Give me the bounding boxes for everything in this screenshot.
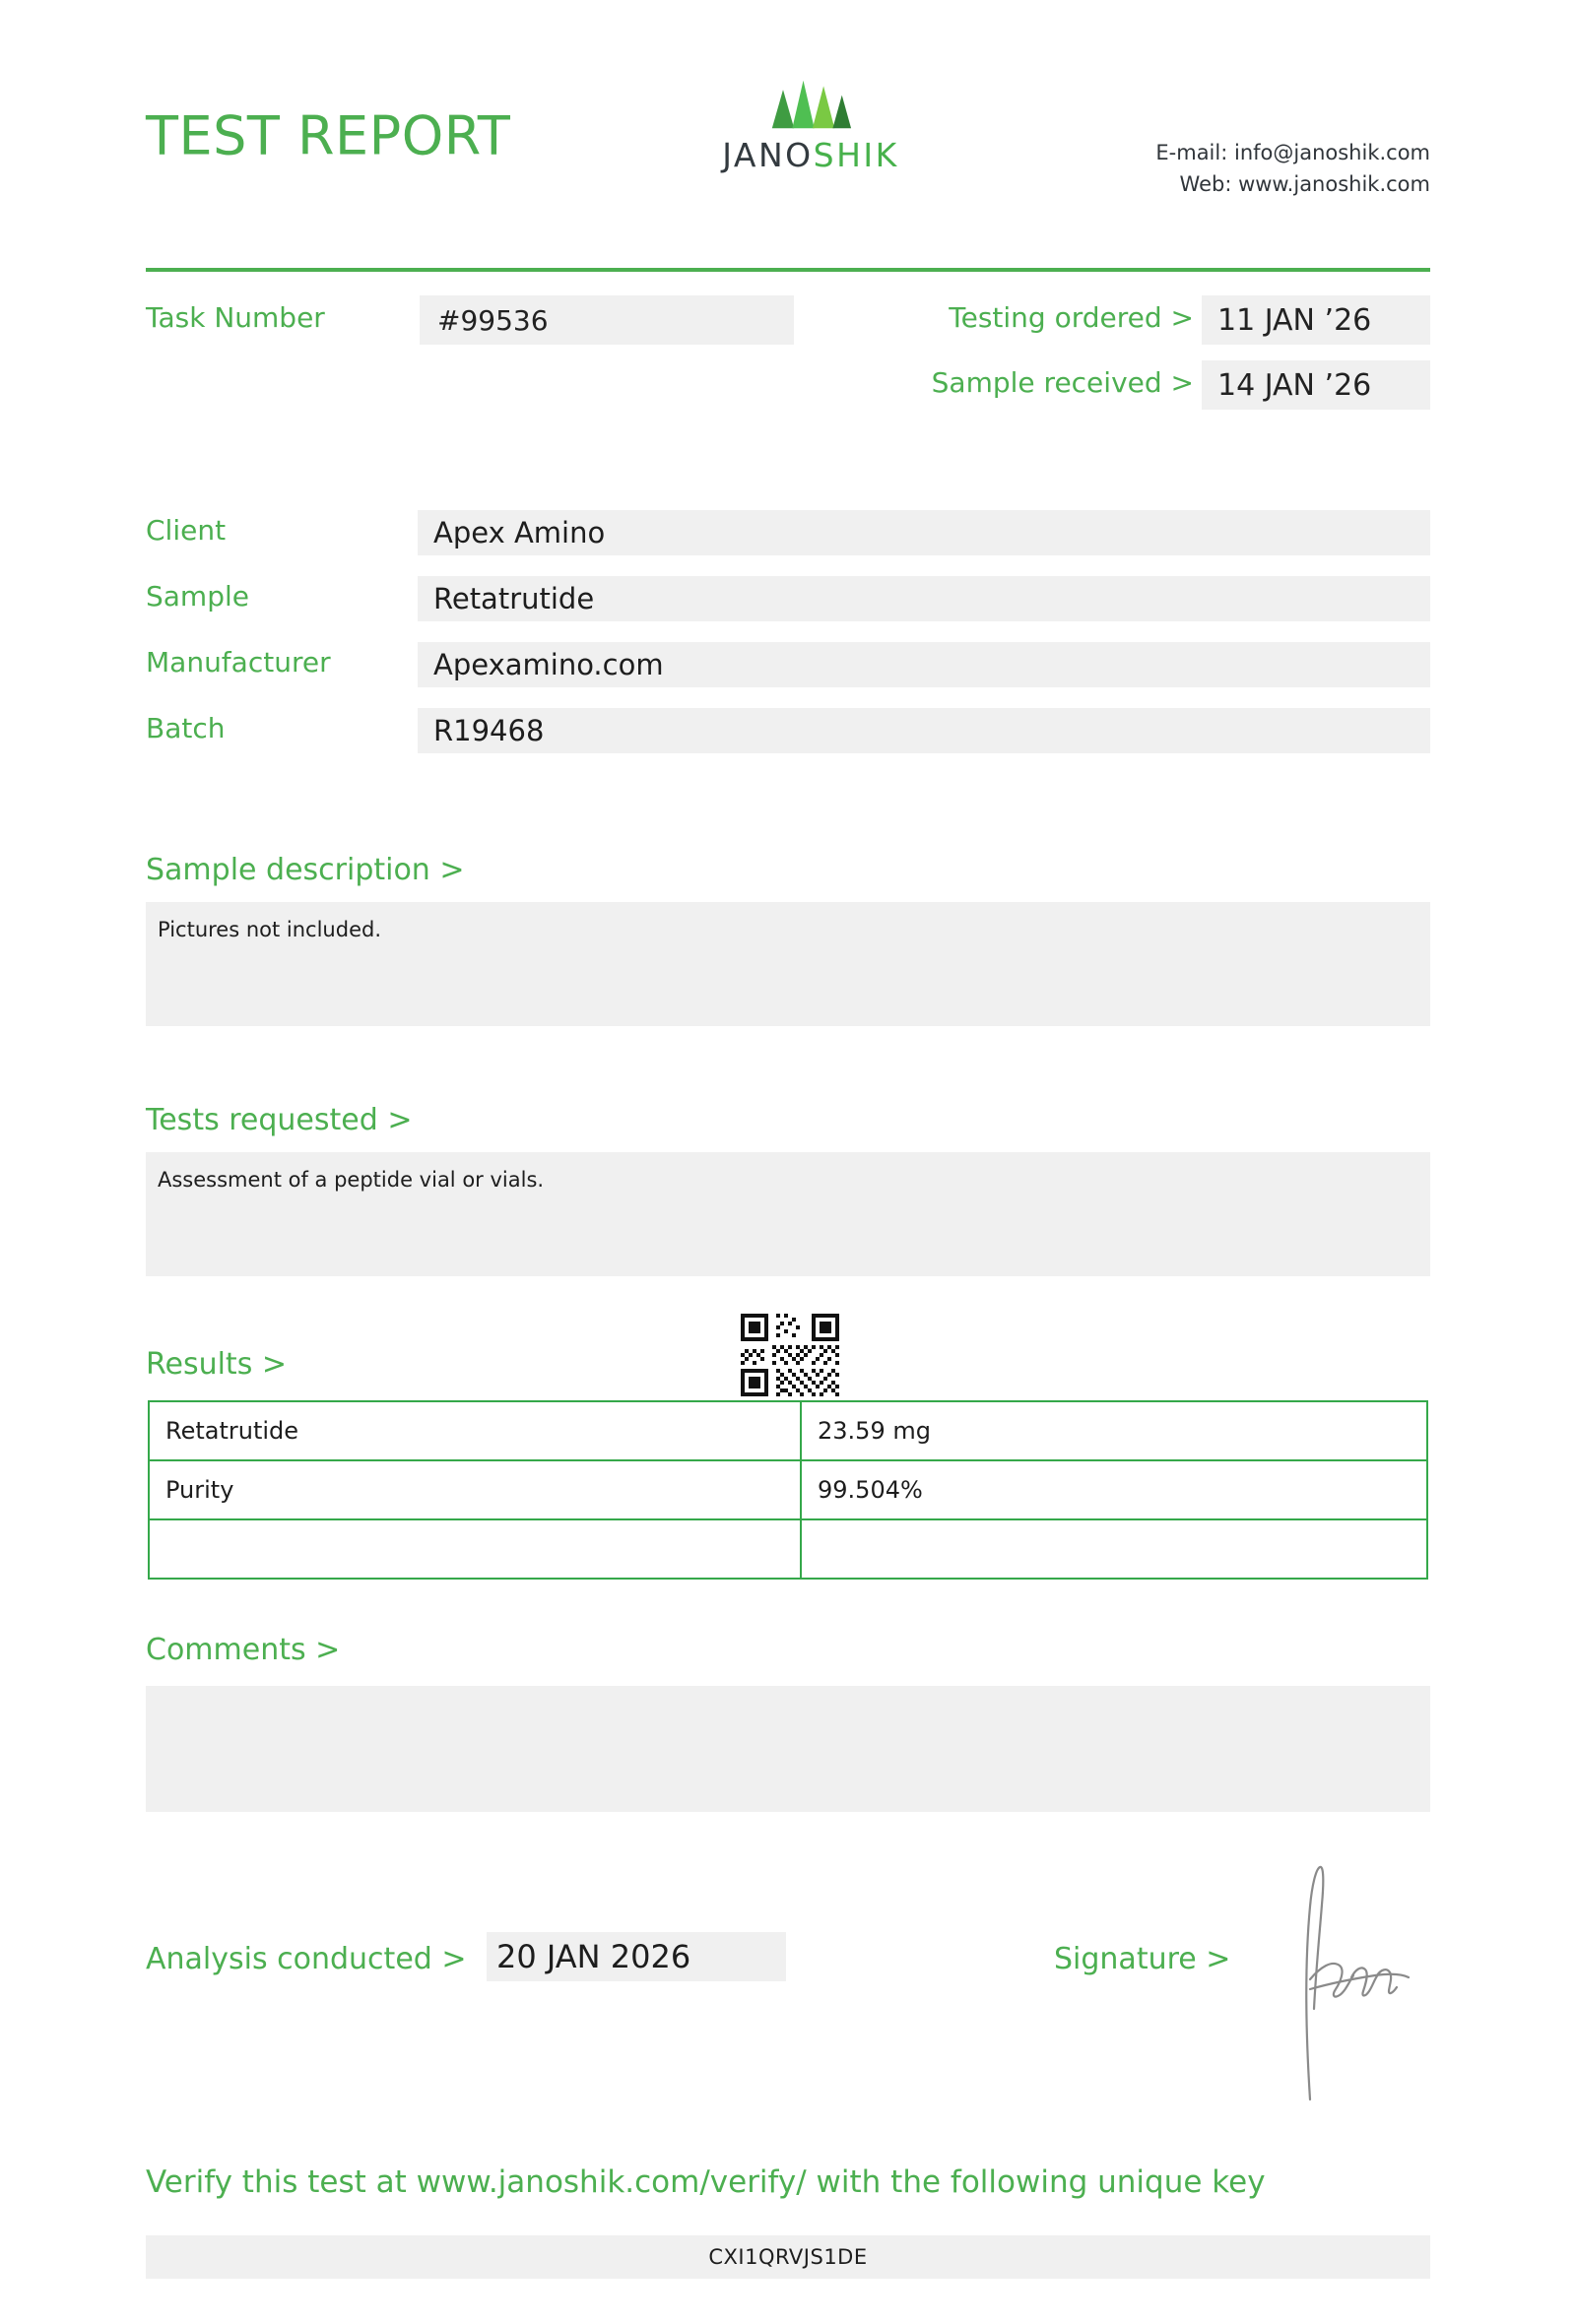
sample-description-text: Pictures not included. xyxy=(158,918,381,941)
result-name-2 xyxy=(149,1519,801,1579)
logo-text-green: SHIK xyxy=(813,136,899,174)
info-label-client: Client xyxy=(146,514,227,547)
janoshik-logo xyxy=(683,77,939,174)
info-row-sample xyxy=(146,576,1430,621)
signature-label: Signature > xyxy=(1054,1942,1231,1976)
table-row xyxy=(149,1401,1427,1460)
info-row-batch xyxy=(146,708,1430,753)
tests-requested-text: Assessment of a peptide vial or vials. xyxy=(158,1168,545,1192)
testing-ordered-label: Testing ordered > xyxy=(949,301,1194,334)
testing-ordered-value: 11 JAN ’26 xyxy=(1202,295,1430,345)
info-row-manufacturer xyxy=(146,642,1430,687)
info-label-batch: Batch xyxy=(146,712,226,744)
verify-text: Verify this test at www.janoshik.com/verify/ with the following unique key xyxy=(146,2164,1266,2200)
result-name-0: Retatrutide xyxy=(149,1401,801,1460)
result-value-1: 99.504% xyxy=(801,1460,1427,1519)
results-table xyxy=(148,1400,1428,1580)
result-name-1: Purity xyxy=(149,1460,801,1519)
sample-received-value: 14 JAN ’26 xyxy=(1202,360,1430,410)
result-value-2 xyxy=(801,1519,1427,1579)
tests-requested-box xyxy=(146,1152,1430,1276)
qr-code xyxy=(737,1310,843,1400)
info-label-manufacturer: Manufacturer xyxy=(146,646,331,678)
signature-image xyxy=(1280,1861,1418,2107)
header-divider xyxy=(146,268,1430,272)
qr-code-image xyxy=(737,1310,843,1400)
sample-received-row xyxy=(780,360,1430,410)
info-label-sample: Sample xyxy=(146,580,249,613)
analysis-conducted-date: 20 JAN 2026 xyxy=(487,1932,786,1981)
table-row xyxy=(149,1519,1427,1579)
info-value-client: Apex Amino xyxy=(418,510,1430,555)
sample-description-title: Sample description > xyxy=(146,853,465,887)
report-header xyxy=(146,0,1430,197)
logo-wordmark xyxy=(683,136,939,174)
table-row xyxy=(149,1460,1427,1519)
analysis-conducted-label: Analysis conducted > xyxy=(146,1942,467,1976)
info-value-batch: R19468 xyxy=(418,708,1430,753)
result-value-0: 23.59 mg xyxy=(801,1401,1427,1460)
info-value-manufacturer: Apexamino.com xyxy=(418,642,1430,687)
mountain-logo-icon xyxy=(755,77,866,132)
task-number-label: Task Number xyxy=(146,301,325,334)
info-value-sample: Retatrutide xyxy=(418,576,1430,621)
comments-title: Comments > xyxy=(146,1633,341,1667)
sample-info-table xyxy=(146,510,1430,774)
testing-ordered-row xyxy=(780,295,1430,345)
contact-block xyxy=(1155,138,1430,200)
logo-text-dark: JANO xyxy=(722,136,814,174)
page-title: TEST REPORT xyxy=(146,104,511,167)
contact-web: Web: www.janoshik.com xyxy=(1179,171,1430,196)
sample-received-label: Sample received > xyxy=(931,366,1194,399)
unique-key-field: CXI1QRVJS1DE xyxy=(146,2235,1430,2279)
results-title: Results > xyxy=(146,1347,287,1382)
sample-description-box xyxy=(146,902,1430,1026)
tests-requested-title: Tests requested > xyxy=(146,1103,413,1137)
contact-email: E-mail: info@janoshik.com xyxy=(1155,141,1430,164)
task-section xyxy=(146,295,1430,423)
task-number-value: #99536 xyxy=(420,295,794,345)
info-row-client xyxy=(146,510,1430,555)
comments-box xyxy=(146,1686,1430,1812)
